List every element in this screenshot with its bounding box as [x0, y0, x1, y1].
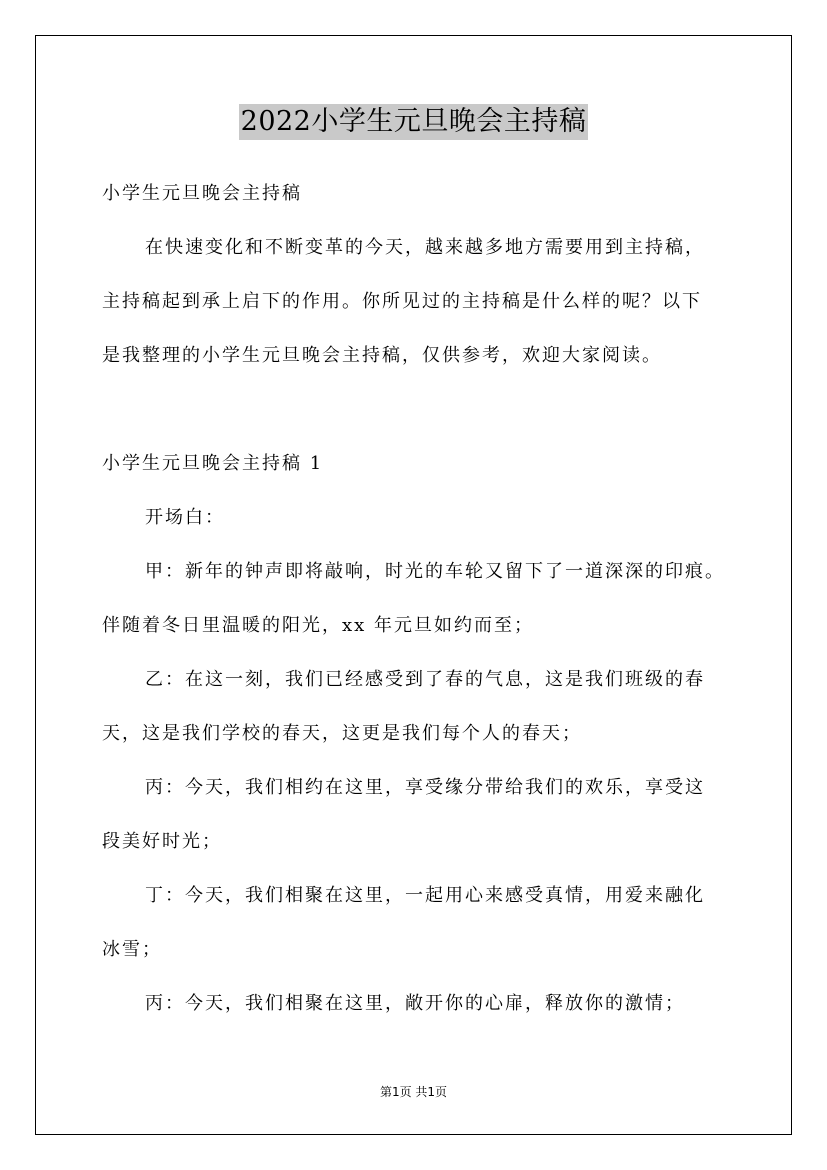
paragraph-line: 在快速变化和不断变革的今天，越来越多地方需要用到主持稿，: [145, 237, 705, 258]
title-container: [0, 104, 827, 140]
paragraph-line: 天，这是我们学校的春天，这更是我们每个人的春天；: [102, 723, 582, 744]
paragraph-line: 开场白：: [145, 507, 225, 528]
paragraph-line: 丙：今天，我们相聚在这里，敞开你的心扉，释放你的激情；: [145, 993, 685, 1014]
paragraph-line: 丁：今天，我们相聚在这里，一起用心来感受真情，用爱来融化: [145, 885, 705, 906]
paragraph-line: 段美好时光；: [102, 831, 222, 852]
section-heading: 小学生元旦晚会主持稿: [102, 183, 302, 204]
paragraph-line: 甲：新年的钟声即将敲响，时光的车轮又留下了一道深深的印痕。: [145, 561, 725, 582]
document-title: 2022小学生元旦晚会主持稿: [239, 104, 589, 140]
section-heading: 小学生元旦晚会主持稿 1: [102, 453, 324, 474]
paragraph-line: 冰雪；: [102, 939, 162, 960]
paragraph-line: 伴随着冬日里温暖的阳光，xx 年元旦如约而至；: [102, 615, 535, 636]
paragraph-line: 主持稿起到承上启下的作用。你所见过的主持稿是什么样的呢？以下: [102, 291, 702, 312]
paragraph-line: 丙：今天，我们相约在这里，享受缘分带给我们的欢乐，享受这: [145, 777, 705, 798]
paragraph-line: 乙：在这一刻，我们已经感受到了春的气息，这是我们班级的春: [145, 669, 705, 690]
page-number-footer: 第1页 共1页: [379, 1085, 448, 1099]
paragraph-line: 是我整理的小学生元旦晚会主持稿，仅供参考，欢迎大家阅读。: [102, 345, 662, 366]
